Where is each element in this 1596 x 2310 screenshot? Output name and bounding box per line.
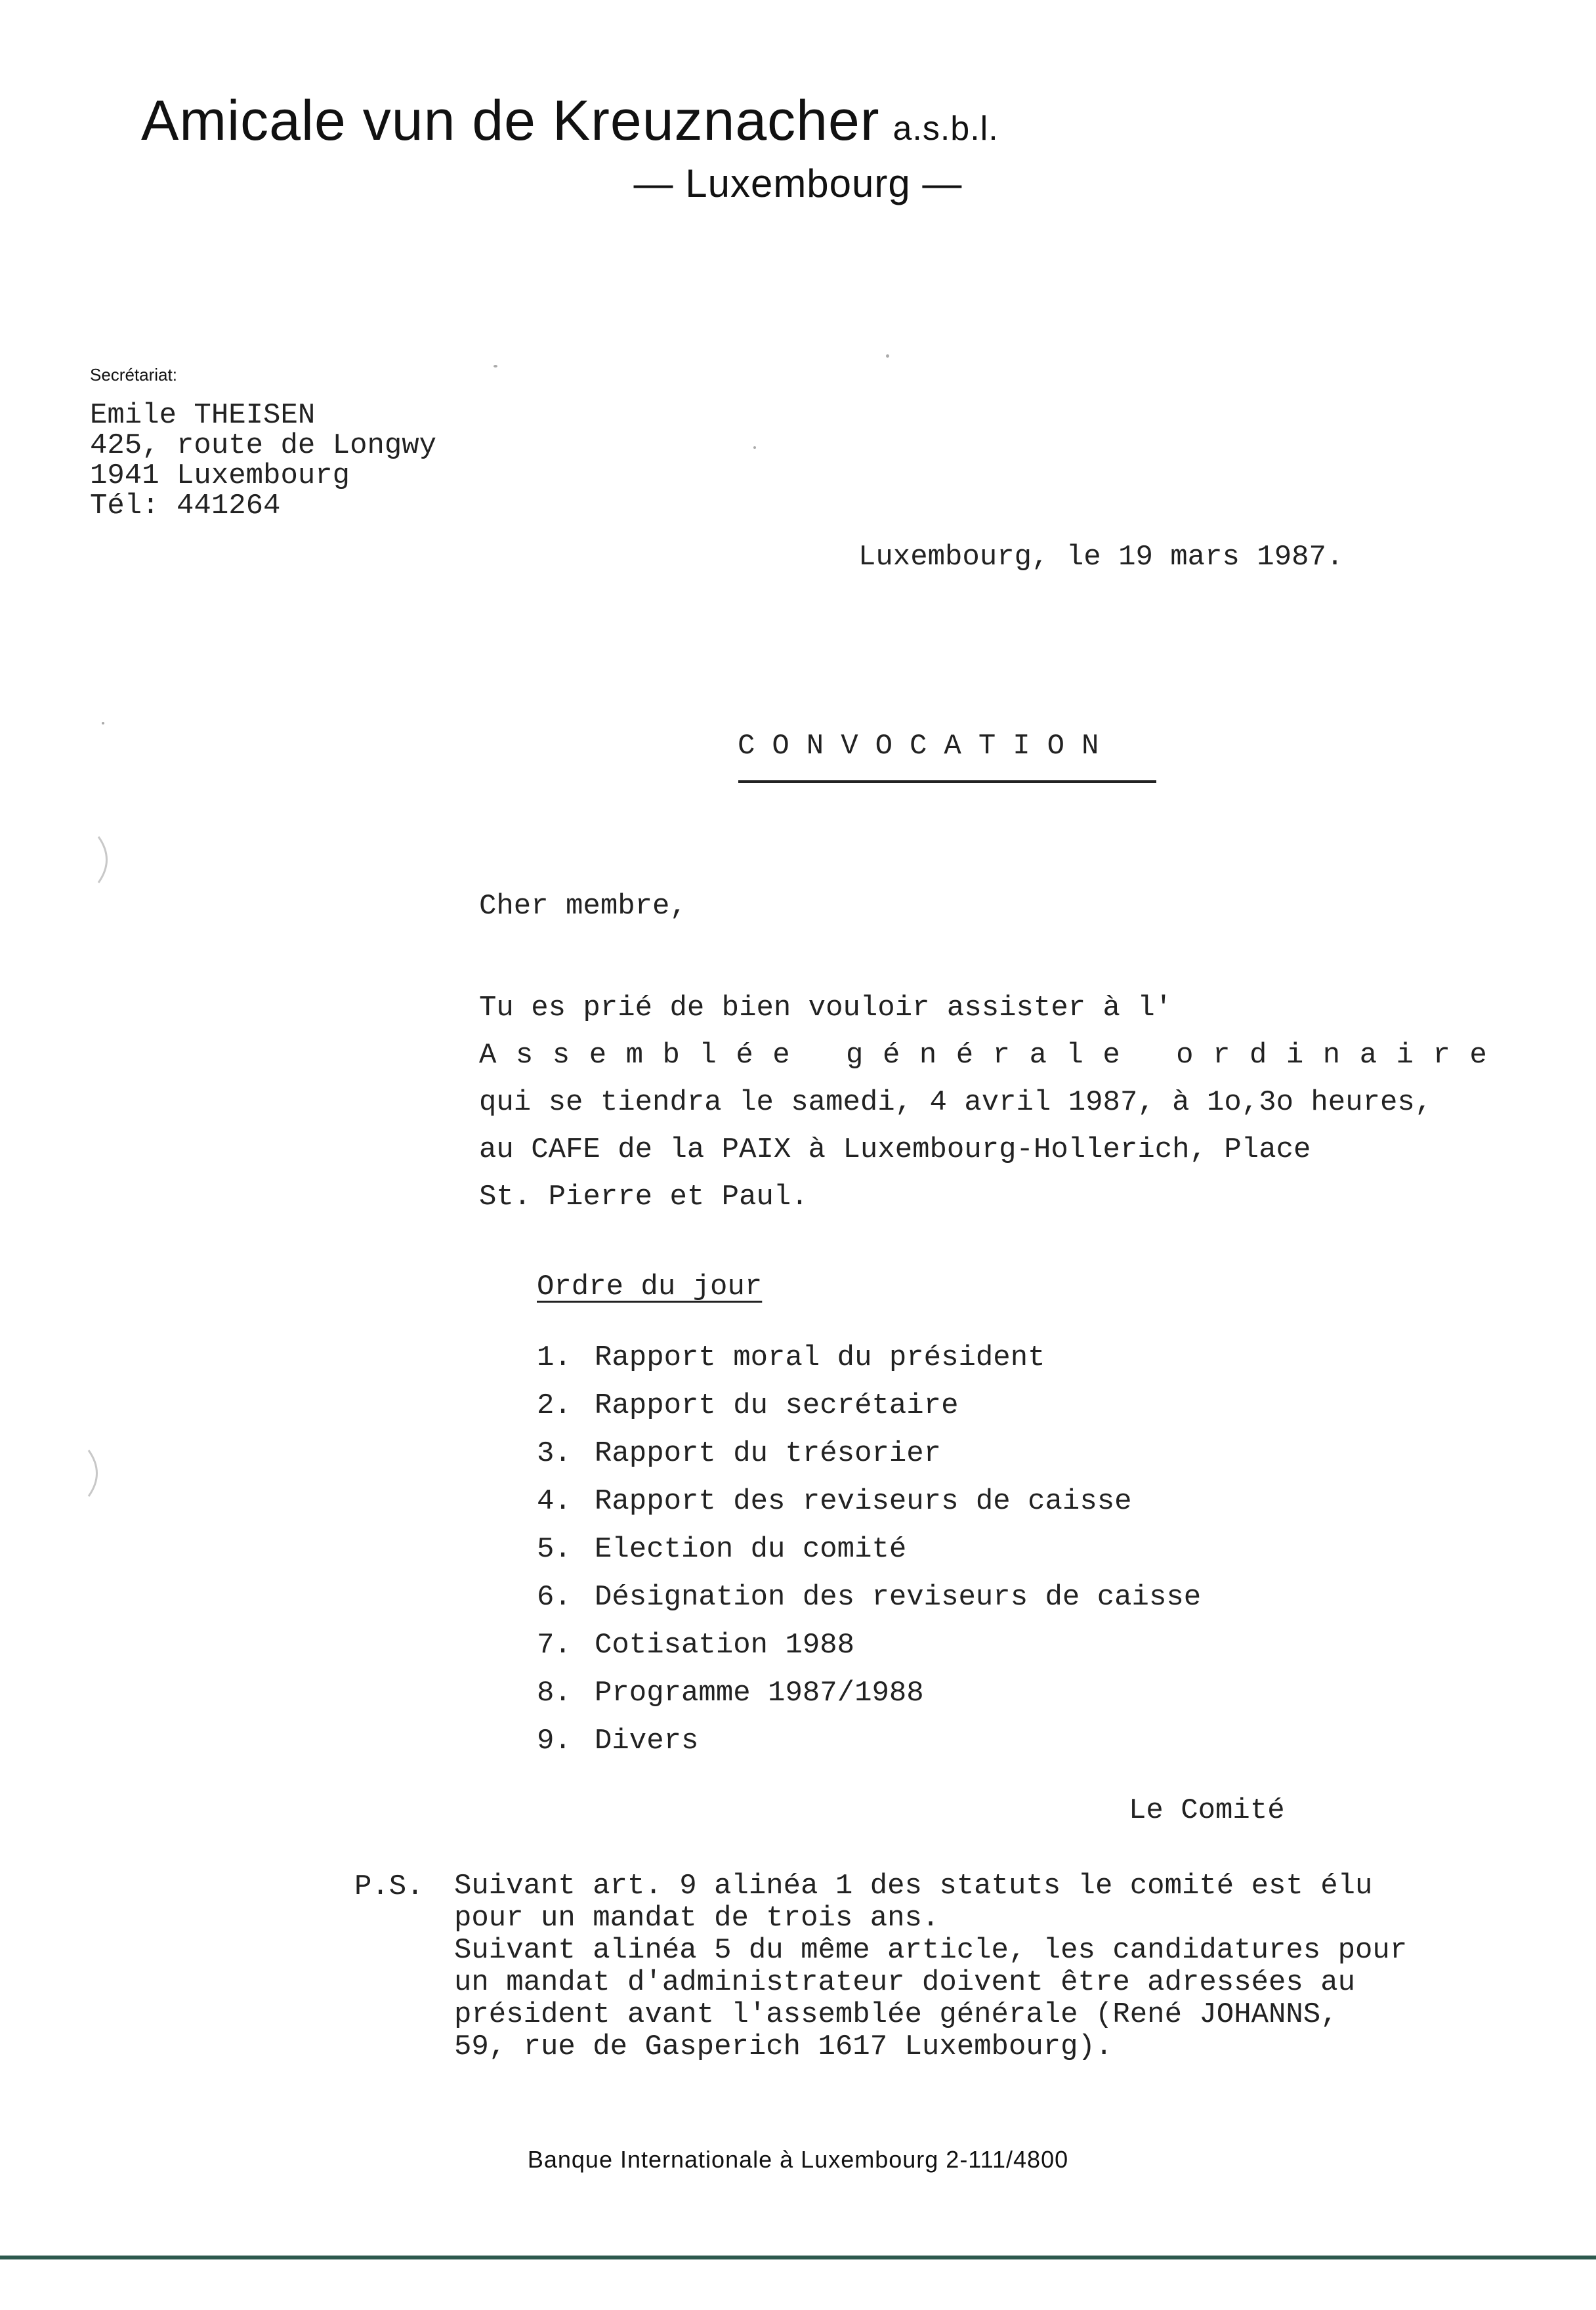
agenda-item-text: Rapport moral du président [595, 1341, 1045, 1374]
footer-rule [0, 2256, 1596, 2259]
address-city: 1941 Luxembourg [90, 459, 350, 492]
agenda-list [537, 1334, 1201, 1765]
signature: Le Comité [1129, 1794, 1285, 1827]
agenda-item-number: 1. [537, 1341, 572, 1374]
organization-name [141, 89, 999, 154]
postscript-label: P.S. [354, 1870, 424, 1903]
invitation-paragraph [479, 984, 1568, 1221]
salutation: Cher membre, [479, 890, 687, 923]
agenda-item-text: Divers [595, 1725, 699, 1757]
organization-name-text: Amicale vun de Kreuznacher [141, 89, 880, 152]
postscript-line: président avant l'assemblée générale (René JOHANNS, [454, 1998, 1338, 2031]
agenda-item-text: Rapport des reviseurs de caisse [595, 1485, 1132, 1518]
assembly-name: Assemblée générale ordinaire [479, 1039, 1507, 1072]
agenda-title: Ordre du jour [537, 1270, 763, 1303]
agenda-item-number: 2. [537, 1389, 572, 1422]
title-underline [738, 780, 1156, 783]
agenda-item-text: Cotisation 1988 [595, 1629, 855, 1662]
postscript-line: 59, rue de Gasperich 1617 Luxembourg). [454, 2030, 1113, 2063]
agenda-item [537, 1478, 1201, 1526]
agenda-item [537, 1430, 1201, 1478]
agenda-item [537, 1717, 1201, 1765]
agenda-item-text: Rapport du secrétaire [595, 1389, 959, 1422]
agenda-item-number: 5. [537, 1533, 572, 1566]
agenda-item-number: 4. [537, 1485, 572, 1518]
agenda-item-number: 7. [537, 1629, 572, 1662]
postscript-line: Suivant alinéa 5 du même article, les candidatures pour [454, 1934, 1408, 1967]
agenda-item-number: 3. [537, 1437, 572, 1470]
agenda-item [537, 1574, 1201, 1622]
paper-speck [886, 354, 889, 358]
agenda-item-text: Désignation des reviseurs de caisse [595, 1581, 1202, 1614]
agenda-item-text: Election du comité [595, 1533, 907, 1566]
postscript-line: un mandat d'administrateur doivent être adressées au [454, 1966, 1356, 1999]
bank-details: Banque Internationale à Luxembourg 2-111/4800 [527, 2146, 1069, 2173]
paper-speck [494, 365, 497, 368]
punch-hole-mark [82, 1447, 108, 1500]
paragraph-line: qui se tiendra le samedi, 4 avril 1987, à 1o,3o heures, [479, 1086, 1433, 1119]
agenda-item [537, 1670, 1201, 1717]
agenda-item [537, 1334, 1201, 1382]
postscript-text [454, 1870, 1570, 2063]
agenda-item-text: Rapport du trésorier [595, 1437, 942, 1470]
postscript-line: Suivant art. 9 alinéa 1 des statuts le comité est élu [454, 1870, 1373, 1902]
agenda-item-number: 6. [537, 1581, 572, 1614]
agenda-item [537, 1526, 1201, 1574]
paper-speck [753, 446, 756, 449]
paragraph-line: au CAFE de la PAIX à Luxembourg-Hollerich, Place [479, 1133, 1311, 1166]
agenda-item [537, 1382, 1201, 1430]
paragraph-line: Tu es prié de bien vouloir assister à l' [479, 992, 1173, 1024]
postscript-line: pour un mandat de trois ans. [454, 1902, 940, 1935]
agenda-item-number: 8. [537, 1677, 572, 1710]
organization-legal-suffix: a.s.b.l. [892, 110, 999, 148]
organization-city: — Luxembourg — [633, 161, 963, 205]
secretariat-label: Secrétariat: [90, 365, 177, 385]
address-phone: Tél: 441264 [90, 490, 281, 522]
secretariat-address [90, 400, 436, 521]
paragraph-line: St. Pierre et Paul. [479, 1181, 808, 1213]
address-name: Emile THEISEN [90, 399, 316, 432]
letter-date: Luxembourg, le 19 mars 1987. [858, 541, 1344, 574]
document-title: CONVOCATION [738, 730, 1116, 763]
punch-hole-mark [92, 833, 118, 886]
agenda-item-text: Programme 1987/1988 [595, 1677, 924, 1710]
agenda-item-number: 9. [537, 1725, 572, 1757]
agenda-item [537, 1622, 1201, 1670]
address-street: 425, route de Longwy [90, 429, 437, 462]
paper-speck [102, 722, 104, 724]
